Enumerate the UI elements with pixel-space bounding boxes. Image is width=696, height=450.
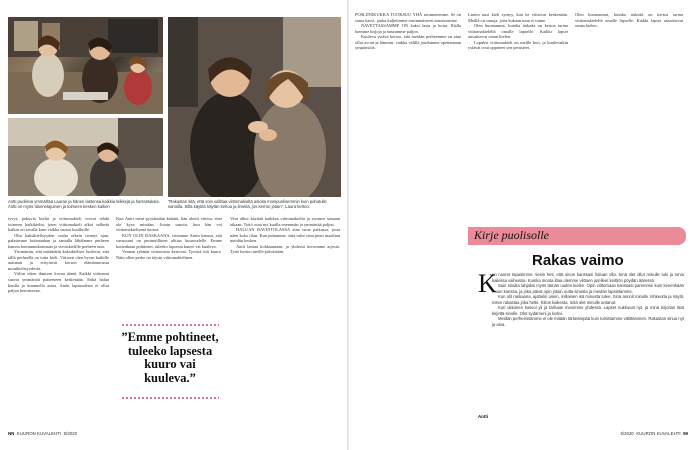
text-column-6	[575, 12, 683, 217]
pull-quote-dots-bottom	[121, 396, 219, 400]
col2-paragraph: Vennan ryhmät viittomista kertovat. Tytöstä tuli kuuro. Näin ollen perhe on täysin viittomakielinen.	[116, 249, 222, 260]
issue-right: 5/2020	[620, 431, 634, 436]
col1-paragraph: tyvyt, puhuvia kieliä ja viittomakieli voivat tehdä toimeen kaikikielin, joten viittomakieli alkoi selkeää kaikin eri tavalla kuin vaikka suomi kuulluille.	[8, 216, 109, 233]
letter-title: Rakas vaimo	[532, 252, 624, 269]
col5-paragraph: Lopuksi viittomakieli on meille koti, ja kuulevatkin ystävät ovat oppineet sen perusteet.	[468, 39, 568, 51]
page-number-left: NN	[8, 431, 15, 436]
photo-child-playing	[8, 118, 163, 196]
letter-paragraph: un nuoret tapasimme, tiesin heti, että sinun kanssasi haluan olla. Sinä olet ollut minulle tuki ja turva kaikissa vaiheissa. Kuinka monta iltaa olemme viittoen jutelleet keittiön pöydän ääressä.	[492, 272, 684, 283]
letter-body	[492, 272, 684, 422]
col1-paragraph: Ymmärrän, että mitäänkin kaksikieliset luulevat, että tällä perheellä on tuttu kieli. Viittoen olen hyvin kaikille auttanut ja erityisesti kerron elämäntavasta monikielisyydestä.	[8, 249, 109, 271]
letter-signature: Antti	[478, 414, 488, 419]
photo-caption-left: Antti puolisoa ymmärtää Lauran ja hänen lastensa kaikkia leikkejä ja harrastuksia. Antti on myös tilannetajuinen ja toimeen kesken kaiken	[8, 199, 160, 210]
footer-right	[620, 431, 688, 436]
letter-paragraph: Meidän perheessämme ei ole mitään tärkeämpää kuin toisistamme välittäminen. Rakastan sinua nyt ja aina.	[492, 316, 684, 327]
col4-paragraph: Kuuleva ystävä kertoo, että meidän perheemme on aina ollut avoin ja lämmin, vaikka välillä joudumme opettamaan ympäristöä.	[355, 34, 461, 51]
photo-couple-signing	[168, 17, 341, 197]
text-column-4	[355, 12, 461, 227]
letter-paragraph: Sain sinulta lahjaksi myös tämän uuden kielen. Opin viittomaan kanssasi paremmin kuin kenenkään muun kanssa, ja joka päivä opin jotain uutta sinusta ja meidän lapsistamme.	[492, 283, 684, 294]
col1-paragraph: Olin kaksikielisyyden osalta oikein tiennyt ajan, palasimme kotimaahan ja samalla lähdimme perheen kanssa kommunikoimaan ja vieraskielille perheen asia.	[8, 232, 109, 249]
pull-quote: ”Emme pohtineet, tuleeko lapsesta kuuro vai kuuleva.”	[121, 330, 219, 385]
text-column-2	[116, 216, 222, 316]
photo-caption-right: ”Rakastan sitä, että voin valittaa viittomakieltä asioita monipuolisemmin kuin puhutulle sanoilla. Sillä käytän käytän kehoa ja ilmeitä, jos kerron jotain”, Laura kertoo.	[168, 199, 327, 210]
col5-paragraph: Olen huomannut, kuinka tärkeää on kertoa tarina viittomakielellä omalle lapselle. Kaikki lapset ansaitsevat oman kielen.	[468, 23, 568, 40]
col3-paragraph: Antti laittaa kokkaamaan, ja yhdessä kerromme arjesta. Tyttö kertoo meille päivästään.	[230, 243, 340, 255]
letter-paragraph: Kun olit raskaana, ajattelin usein, millainen isä minusta tulee. Sinä annoit minulle rohkeutta ja näytit, miten rakastaa joka hetki. Kiitos kaikesta, mitä olet minulle antanut.	[492, 294, 684, 305]
photo-child-playing-illustration	[8, 118, 163, 196]
magazine-name-right: KUURON KUVALEHTI	[636, 431, 681, 436]
page-number-right: 59	[683, 431, 688, 436]
text-column-5	[468, 12, 568, 227]
photo-couple-signing-illustration	[168, 17, 341, 197]
kirje-tag: Kirje puolisolle	[474, 228, 549, 242]
col3-paragraph: HALUAN RAVINTOLASSA aina istua paikassa, josta näen koko tilan. Kun puhumme, siitä tulee oma pieni maailma meidän kesken.	[230, 227, 340, 244]
text-column-3	[230, 216, 340, 424]
issue-left: 5/2020	[63, 431, 78, 436]
photo-family-cooking	[8, 17, 163, 114]
pull-quote-dots-top	[121, 323, 219, 327]
photo-family-cooking-illustration	[8, 17, 163, 114]
col4-paragraph: POSLIINIKUKKA TUOKSUU YHÄ tavanneemme. Se on sama kasvi, jonka kuljetimme ensimmäiseen asuntoomme.	[355, 12, 461, 23]
letter-dropcap: K	[478, 269, 497, 298]
col2-paragraph: Kun Antti meni pyytämään kättäni, hän aloitti viittoa, ettei ole kyse mistään. Jotain sanoin, kun hän voi viittomakielisenä kertoa.	[116, 216, 222, 233]
text-column-1	[8, 216, 109, 424]
col3-paragraph: Vera alkoi käyttää kaikkea viittomakieltä ja suomea samaan aikaan. Tyttö osaa nyt kuulla enemmän ja ymmärtää paljon.	[230, 216, 340, 227]
col1-paragraph: Vältin sitten ihmisen kovaa ääntä. Kaikki viittomat saavat ymmärtää puheeseen keskenään. Enkä halua kuulla ja kuunnella asiaa. Antin lapsuudesta ei ollut paljoa kerrottavaa.	[8, 271, 109, 294]
footer-left	[8, 431, 77, 436]
magazine-name-left: KUURON KUVALEHTI	[16, 431, 62, 436]
page-fold	[347, 0, 349, 450]
col2-paragraph: KUN OLIN RASKAANA, tiesimme Antin kanssa, että suvussani on perinnöllinen alttius kuuroudelle. Emme kuitenkaan pohtineet, tuleeko lapsesta kuuro vai kuuleva.	[116, 232, 222, 249]
col5-paragraph: Lasten uusi kieli syntyy, kun he viittovat keskenään. Meillä on sanoja, joita kukaan muu ei tunne.	[468, 12, 568, 23]
letter-paragraph: Kuri ukkonen kasvoi yli ja tarhaan menimme yhdessä. Lapset nukkuvat nyt, ja minä kirjoitan tätä kirjettä sinulle. Olet sydämeni ja kotini.	[492, 305, 684, 316]
col6-paragraph: Olen huomannut, kuinka tärkeää on kertoa tarina viittomakielellä omalle lapselle. Kaikki lapset ansaitsevat oman kielen.	[575, 12, 683, 29]
col4-paragraph: NAVETTASSAMME ON kaksi lasta ja koira. Illalla luemme kirjoja ja nauramme paljon.	[355, 23, 461, 34]
